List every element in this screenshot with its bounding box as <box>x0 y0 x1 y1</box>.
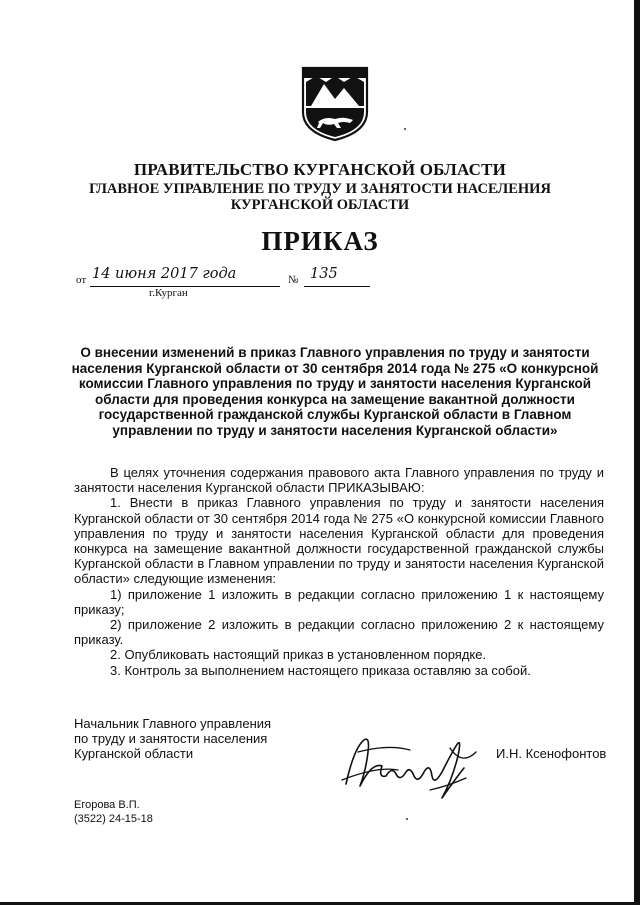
body-paragraph-item-1: 1. Внести в приказ Главного управления по труду и занятости населения Курганской области от 30 сентября 2014 года № 275 «О конкурсной комиссии Главного управления по труду и занятости населения Курганской области для проведения конкурса на замещение вакантной должности государственной гражданской службы Курганской области в Главном управлении по труду и занятости населения Курганской области» следующие изменения: <box>74 495 604 587</box>
document-title: О внесении изменений в приказ Главного управления по труду и занятости населения Курганской области от 30 сентября 2014 года № 275 «О конкурсной комиссии Главного управления по труду и занятости населения Курганской области для проведения конкурса на замещение вакантной должности государственной гражданской службы Курганской области в Главном управлении по труду и занятости населения Курганской области» <box>71 345 599 438</box>
body-paragraph-item-2: 2. Опубликовать настоящий приказ в установленном порядке. <box>110 647 487 663</box>
order-number-handwritten: 135 <box>310 266 338 282</box>
scan-edge-right <box>634 0 640 905</box>
government-name: ПРАВИТЕЛЬСТВО КУРГАНСКОЙ ОБЛАСТИ <box>133 160 507 179</box>
document-type-heading: ПРИКАЗ <box>261 226 379 256</box>
scan-speck <box>406 818 408 820</box>
department-name-line2: КУРГАНСКОЙ ОБЛАСТИ <box>230 197 410 213</box>
order-date-handwritten: 14 июня 2017 года <box>92 266 237 282</box>
number-underline <box>304 286 370 287</box>
number-prefix: № <box>288 274 299 286</box>
executor-contact <box>74 799 153 826</box>
executor-phone: (3522) 24-15-18 <box>74 812 153 825</box>
department-name-line1: ГЛАВНОЕ УПРАВЛЕНИЕ ПО ТРУДУ И ЗАНЯТОСТИ НАСЕЛЕНИЯ <box>89 181 551 197</box>
body-paragraph-subitem-1: 1) приложение 1 изложить в редакции согласно приложению 1 к настоящему приказу; <box>74 586 604 617</box>
handwritten-signature <box>338 726 486 806</box>
scan-speck <box>404 128 406 130</box>
order-city: г.Курган <box>149 287 188 299</box>
date-prefix: от <box>76 274 87 286</box>
document-body <box>74 465 604 678</box>
order-date-number-row <box>72 266 392 290</box>
executor-name: Егорова В.П. <box>74 799 140 811</box>
signer-name: И.Н. Ксенофонтов <box>496 746 607 761</box>
body-paragraph-preamble: В целях уточнения содержания правового акта Главного управления по труду и занятости населения Курганской области ПРИКАЗЫВАЮ: <box>74 465 604 496</box>
signer-position-line1: Начальник Главного управления <box>74 716 272 731</box>
signer-position-line2: по труду и занятости населения <box>74 731 268 747</box>
signer-position-line3: Курганской области <box>74 746 194 762</box>
body-paragraph-item-3: 3. Контроль за выполнением настоящего приказа оставляю за собой. <box>110 662 531 678</box>
body-paragraph-subitem-2: 2) приложение 2 изложить в редакции согласно приложению 2 к настоящему приказу. <box>74 617 604 648</box>
signer-position <box>74 716 271 762</box>
coat-of-arms-emblem <box>297 66 373 142</box>
